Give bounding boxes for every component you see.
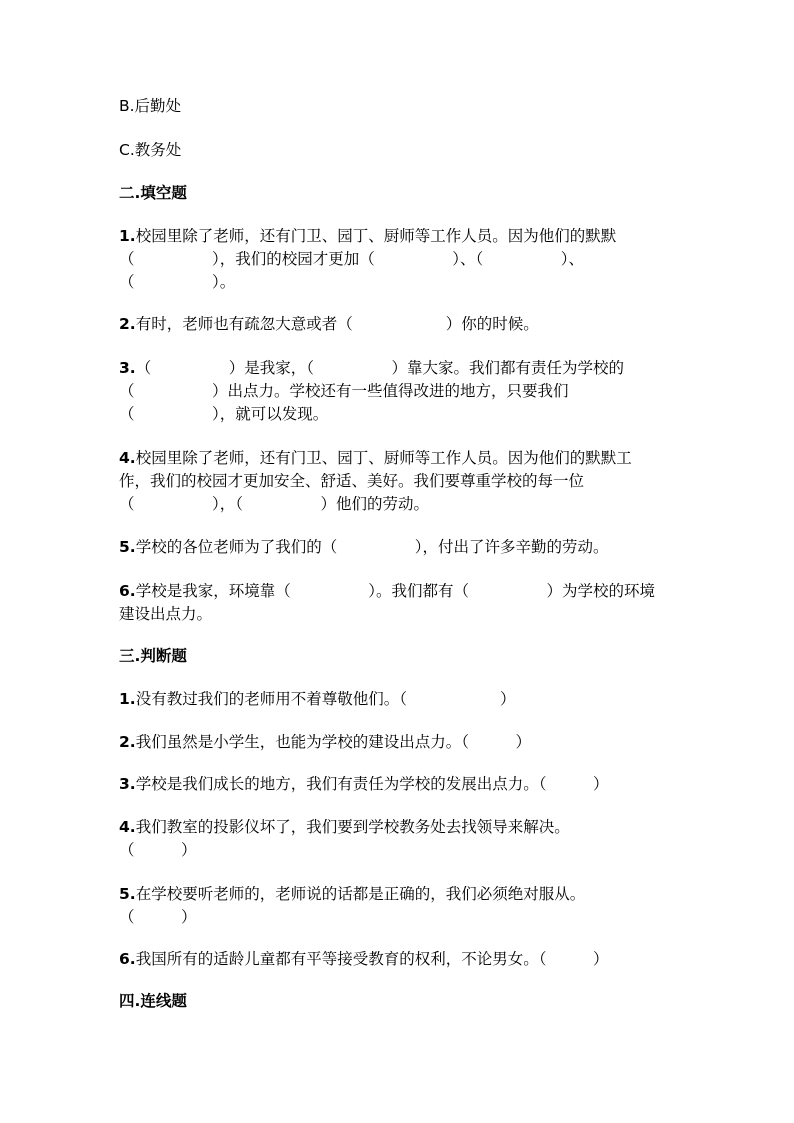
fill-q3-line2: （ ）出点力。学校还有一些值得改进的地方，只要我们 <box>119 382 569 400</box>
option-b: B.后勤处 <box>119 97 182 115</box>
fill-q2-line1 <box>119 314 539 334</box>
fill-q1-line3: （ ）。 <box>119 273 236 291</box>
fill-q5-text-1: 学校的各位老师为了我们的（ ），付出了许多辛勤的劳动。 <box>135 538 609 556</box>
fill-q5-number: 5. <box>119 538 136 556</box>
fill-q6-line1 <box>119 581 655 601</box>
tf-q2-number: 2. <box>119 733 136 751</box>
tf-q6-line1 <box>119 949 608 969</box>
fill-q2-number: 2. <box>119 315 136 333</box>
fill-q4-line3: （ ），（ ）他们的劳动。 <box>119 495 430 513</box>
tf-q3-number: 3. <box>119 775 136 793</box>
fill-q6-line2: 建设出点力。 <box>119 605 213 623</box>
fill-q3-number: 3. <box>119 359 136 377</box>
fill-q1-number: 1. <box>119 227 136 245</box>
fill-q3-line3: （ ），就可以发现。 <box>119 405 329 423</box>
tf-q3-text-1: 学校是我们成长的地方，我们有责任为学校的发展出点力。（ ） <box>135 775 609 793</box>
fill-q6-text-1: 学校是我家，环境靠（ ）。我们都有（ ）为学校的环境 <box>135 582 655 600</box>
tf-q4-text-1: 我们教室的投影仪坏了，我们要到学校教务处去找领导来解决。 <box>135 818 570 836</box>
fill-q3-line1 <box>119 358 624 378</box>
fill-q1-text-1: 校园里除了老师，还有门卫、园丁、厨师等工作人员。因为他们的默默 <box>135 227 617 245</box>
option-c: C.教务处 <box>119 141 182 159</box>
fill-q6-number: 6. <box>119 582 136 600</box>
section-title-true-false: 三.判断题 <box>119 647 187 665</box>
tf-q4-number: 4. <box>119 818 136 836</box>
fill-q4-line2: 作，我们的校园才更加安全、舒适、美好。我们要尊重学校的每一位 <box>119 472 585 490</box>
tf-q5-text-1: 在学校要听老师的，老师说的话都是正确的，我们必须绝对服从。 <box>135 885 586 903</box>
tf-q5-line2: （ ） <box>119 908 197 926</box>
fill-q5-line1 <box>119 537 608 557</box>
tf-q5-line1 <box>119 884 585 904</box>
tf-q4-line2: （ ） <box>119 841 197 859</box>
tf-q2-line1 <box>119 732 531 752</box>
fill-q3-text-1: （ ）是我家，（ ）靠大家。我们都有责任为学校的 <box>135 359 624 377</box>
fill-q1-line1 <box>119 226 616 246</box>
tf-q4-line1 <box>119 817 570 837</box>
tf-q3-line1 <box>119 774 608 794</box>
tf-q1-line1 <box>119 689 515 709</box>
tf-q6-number: 6. <box>119 950 136 968</box>
fill-q2-text-1: 有时，老师也有疏忽大意或者（ ）你的时候。 <box>135 315 539 333</box>
fill-q4-number: 4. <box>119 449 136 467</box>
section-title-matching: 四.连线题 <box>119 992 187 1010</box>
fill-q4-line1 <box>119 448 632 468</box>
tf-q1-text-1: 没有教过我们的老师用不着尊敬他们。（ ） <box>135 690 516 708</box>
tf-q2-text-1: 我们虽然是小学生，也能为学校的建设出点力。（ ） <box>135 733 531 751</box>
section-title-fill-blank: 二.填空题 <box>119 184 187 202</box>
tf-q6-text-1: 我国所有的适龄儿童都有平等接受教育的权利，不论男女。（ ） <box>135 950 609 968</box>
tf-q5-number: 5. <box>119 885 136 903</box>
tf-q1-number: 1. <box>119 690 136 708</box>
fill-q1-line2: （ ），我们的校园才更加（ ）、（ ）、 <box>119 250 585 268</box>
fill-q4-text-1: 校园里除了老师，还有门卫、园丁、厨师等工作人员。因为他们的默默工 <box>135 449 632 467</box>
